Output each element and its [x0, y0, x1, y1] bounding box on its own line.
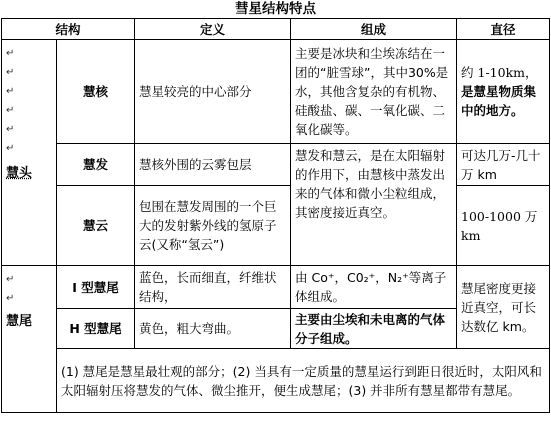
comp-tail1: 由 Co⁺，C0₂⁺，N₂⁺等离子体组成。	[291, 266, 457, 309]
diam-coma: 可达几万-几十万 km	[457, 144, 550, 186]
tail-label: 慧尾	[6, 314, 33, 329]
notes-cell: (1) 慧尾是慧星最壮观的部分；(2) 当具有一定质量的慧星运行到距日很近时，太阳风和太阳辐射压将慧发的气体、微尘推开，便生成慧尾；(3) 并非所有慧星都带有慧尾。	[57, 349, 550, 413]
diam-cloud: 100-1000 万 km	[457, 186, 550, 266]
def-tail2: 黄色，粗大弯曲。	[135, 309, 291, 349]
head-label: 慧头	[6, 166, 33, 181]
table-row	[2, 186, 550, 266]
table-row	[2, 266, 550, 309]
row-name-coma: 慧发	[57, 144, 135, 186]
paragraph-marks: ↵ ↵	[6, 274, 15, 304]
def-coma: 慧核外围的云雾包层	[135, 144, 291, 186]
header-diameter: 直径	[457, 19, 550, 40]
def-tail1: 蓝色，长而细直，纤维状结构，	[135, 266, 291, 309]
row-name-nucleus: 慧核	[57, 40, 135, 144]
paragraph-marks: ↵ ↵ ↵ ↵ ↵ ↵	[6, 48, 15, 154]
comp-nucleus: 主要是冰块和尘埃冻结在一团的“脏雪球”，其中30%是水，其他含复杂的有机物、硅酸盐、碳、一氧化碳、二氧化碳等。	[291, 40, 457, 144]
diam-nucleus-size: 约 1-10km，	[461, 65, 538, 80]
header-row	[2, 19, 550, 40]
header-definition: 定义	[135, 19, 291, 40]
row-name-cloud: 慧云	[57, 186, 135, 266]
table-row	[2, 349, 550, 413]
def-nucleus: 慧星较亮的中心部分	[135, 40, 291, 144]
row-name-tail1: I 型慧尾	[57, 266, 135, 309]
comet-structure-table	[1, 18, 550, 413]
diam-tail: 慧尾密度更接近真空，可长达数亿 km。	[457, 266, 550, 349]
header-structure: 结构	[2, 19, 135, 40]
tail-group-cell	[2, 266, 57, 413]
header-composition: 组成	[291, 19, 457, 40]
comp-coma-cloud: 慧发和慧云，是在太阳辐射的作用下，由慧核中蒸发出来的气体和微小尘粒组成，其密度接近真空。	[291, 144, 457, 266]
diam-nucleus	[457, 40, 550, 144]
row-name-tail2: H 型慧尾	[57, 309, 135, 349]
table-row	[2, 40, 550, 144]
diam-nucleus-note: 是慧星物质集中的地方。	[461, 84, 537, 118]
def-cloud: 包围在慧发周围的一个巨大的发射紫外线的氢原子云(又称“氢云”)	[135, 186, 291, 266]
comp-tail2: 主要由尘埃和未电离的气体分子组成。	[291, 309, 457, 349]
page-title: 彗星结构特点	[235, 1, 316, 17]
table-row	[2, 144, 550, 186]
head-group-cell	[2, 40, 57, 266]
